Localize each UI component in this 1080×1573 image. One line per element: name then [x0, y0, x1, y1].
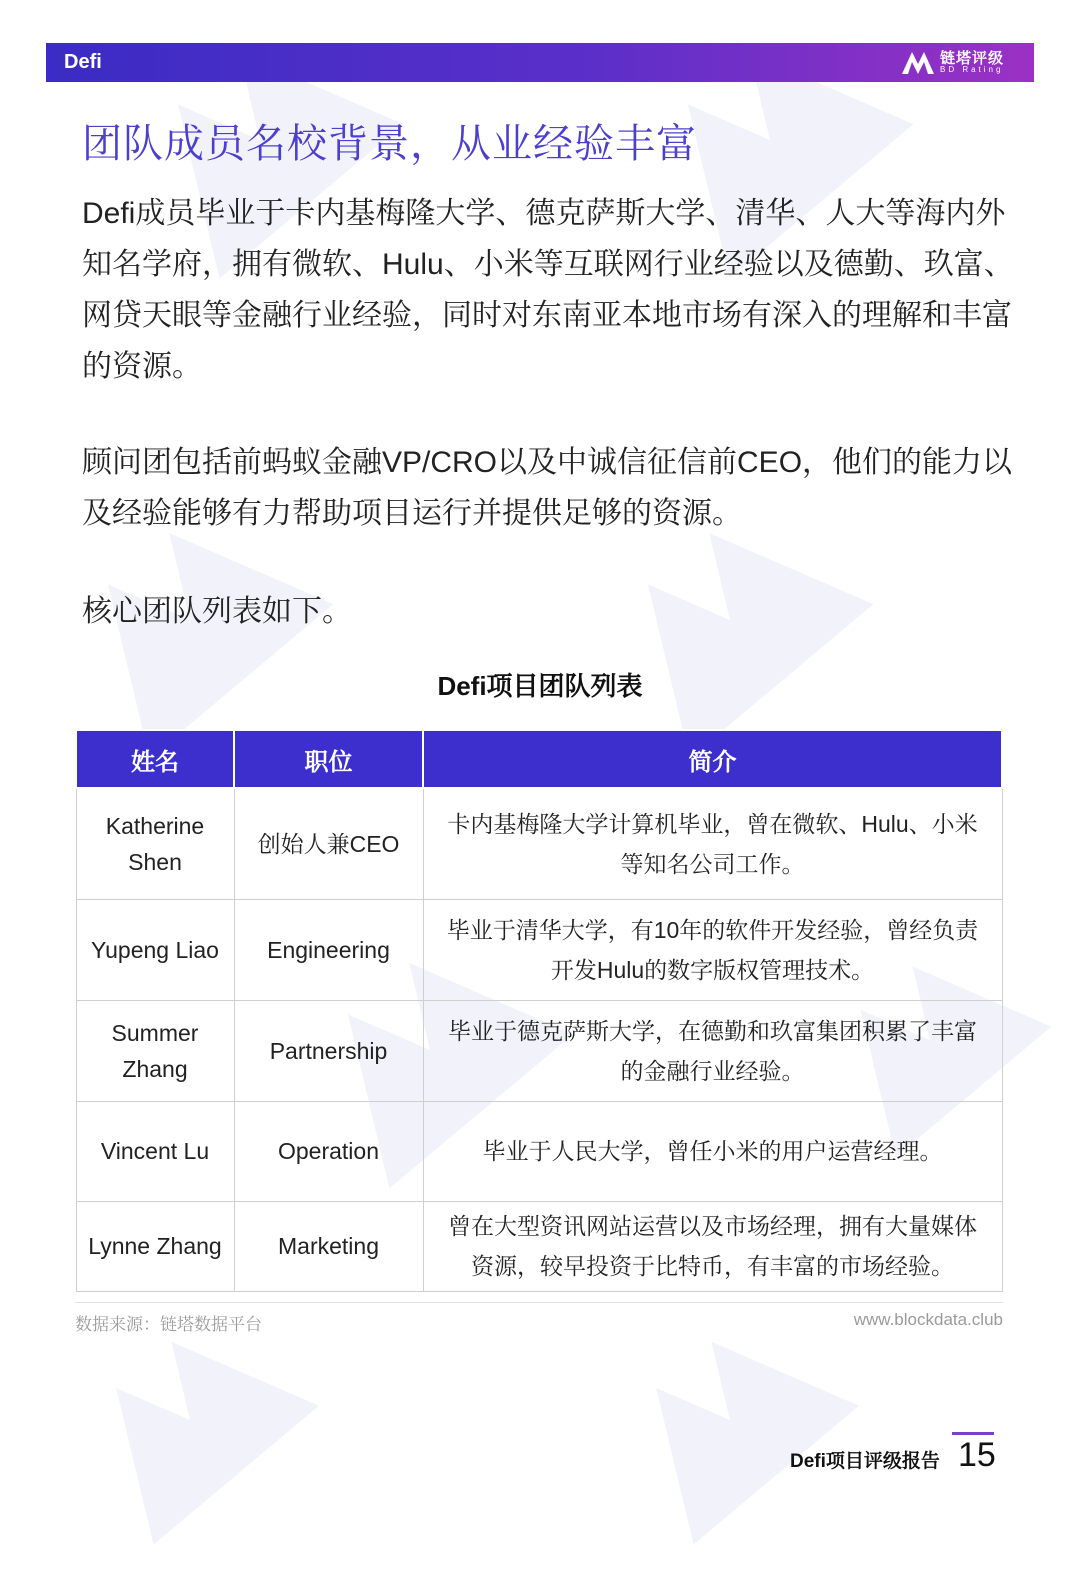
brand-logo	[900, 47, 1004, 77]
data-source-note: 数据来源：链塔数据平台	[75, 1315, 262, 1334]
footer-report-title: Defi项目评级报告	[790, 1451, 940, 1472]
table-row	[76, 1000, 1002, 1101]
logo-text-cn: 链塔评级	[939, 49, 1004, 67]
page-heading: 团队成员名校背景，从业经验丰富	[82, 122, 697, 166]
section-label: Defi	[64, 51, 102, 73]
cell-name: Katherine Shen	[76, 788, 234, 899]
cell-name: Vincent Lu	[76, 1101, 234, 1201]
website-link[interactable]: www.blockdata.club	[853, 1310, 1003, 1329]
brand-logo-icon	[900, 48, 936, 76]
page-number: 15	[958, 1436, 996, 1474]
paragraph-team-background: Defi成员毕业于卡内基梅隆大学、德克萨斯大学、清华、人大等海内外知名学府，拥有微软、Hulu、小米等互联网行业经验以及德勤、玖富、网贷天眼等金融行业经验，同时对东南亚本地市场有深入的理解和丰富的资源。	[82, 197, 1014, 383]
table-header-row	[76, 730, 1002, 788]
paragraph-core-team-intro: 核心团队列表如下。	[82, 595, 352, 628]
header-banner	[46, 43, 1034, 82]
paragraph-advisors: 顾问团包括前蚂蚁金融VP/CRO以及中诚信征信前CEO，他们的能力以及经验能够有力帮助项目运行并提供足够的资源。	[82, 446, 1013, 530]
header-role: 职位	[234, 730, 423, 788]
cell-name: Lynne Zhang	[76, 1201, 234, 1291]
table-title: Defi项目团队列表	[437, 671, 643, 701]
cell-bio: 毕业于清华大学，有10年的软件开发经验，曾经负责开发Hulu的数字版权管理技术。	[423, 899, 1002, 1000]
cell-role: Marketing	[234, 1201, 423, 1291]
cell-role: Engineering	[234, 899, 423, 1000]
header-bio: 简介	[423, 730, 1002, 788]
cell-name: Summer Zhang	[76, 1000, 234, 1101]
cell-bio: 毕业于人民大学，曾任小米的用户运营经理。	[423, 1101, 1002, 1201]
source-divider	[75, 1302, 1003, 1303]
table-row	[76, 899, 1002, 1000]
page-number-accent	[952, 1432, 994, 1435]
cell-role: Operation	[234, 1101, 423, 1201]
cell-bio: 毕业于德克萨斯大学，在德勤和玖富集团积累了丰富的金融行业经验。	[423, 1000, 1002, 1101]
cell-role: 创始人兼CEO	[234, 788, 423, 899]
logo-text-en: BD Rating	[939, 64, 1004, 74]
cell-bio: 曾在大型资讯网站运营以及市场经理，拥有大量媒体资源，较早投资于比特币，有丰富的市场经验。	[423, 1201, 1002, 1291]
team-table	[75, 729, 1003, 1292]
table-row	[76, 1101, 1002, 1201]
header-name: 姓名	[76, 730, 234, 788]
cell-bio: 卡内基梅隆大学计算机毕业，曾在微软、Hulu、小米等知名公司工作。	[423, 788, 1002, 899]
table-row	[76, 1201, 1002, 1291]
cell-name: Yupeng Liao	[76, 899, 234, 1000]
table-row	[76, 788, 1002, 899]
cell-role: Partnership	[234, 1000, 423, 1101]
